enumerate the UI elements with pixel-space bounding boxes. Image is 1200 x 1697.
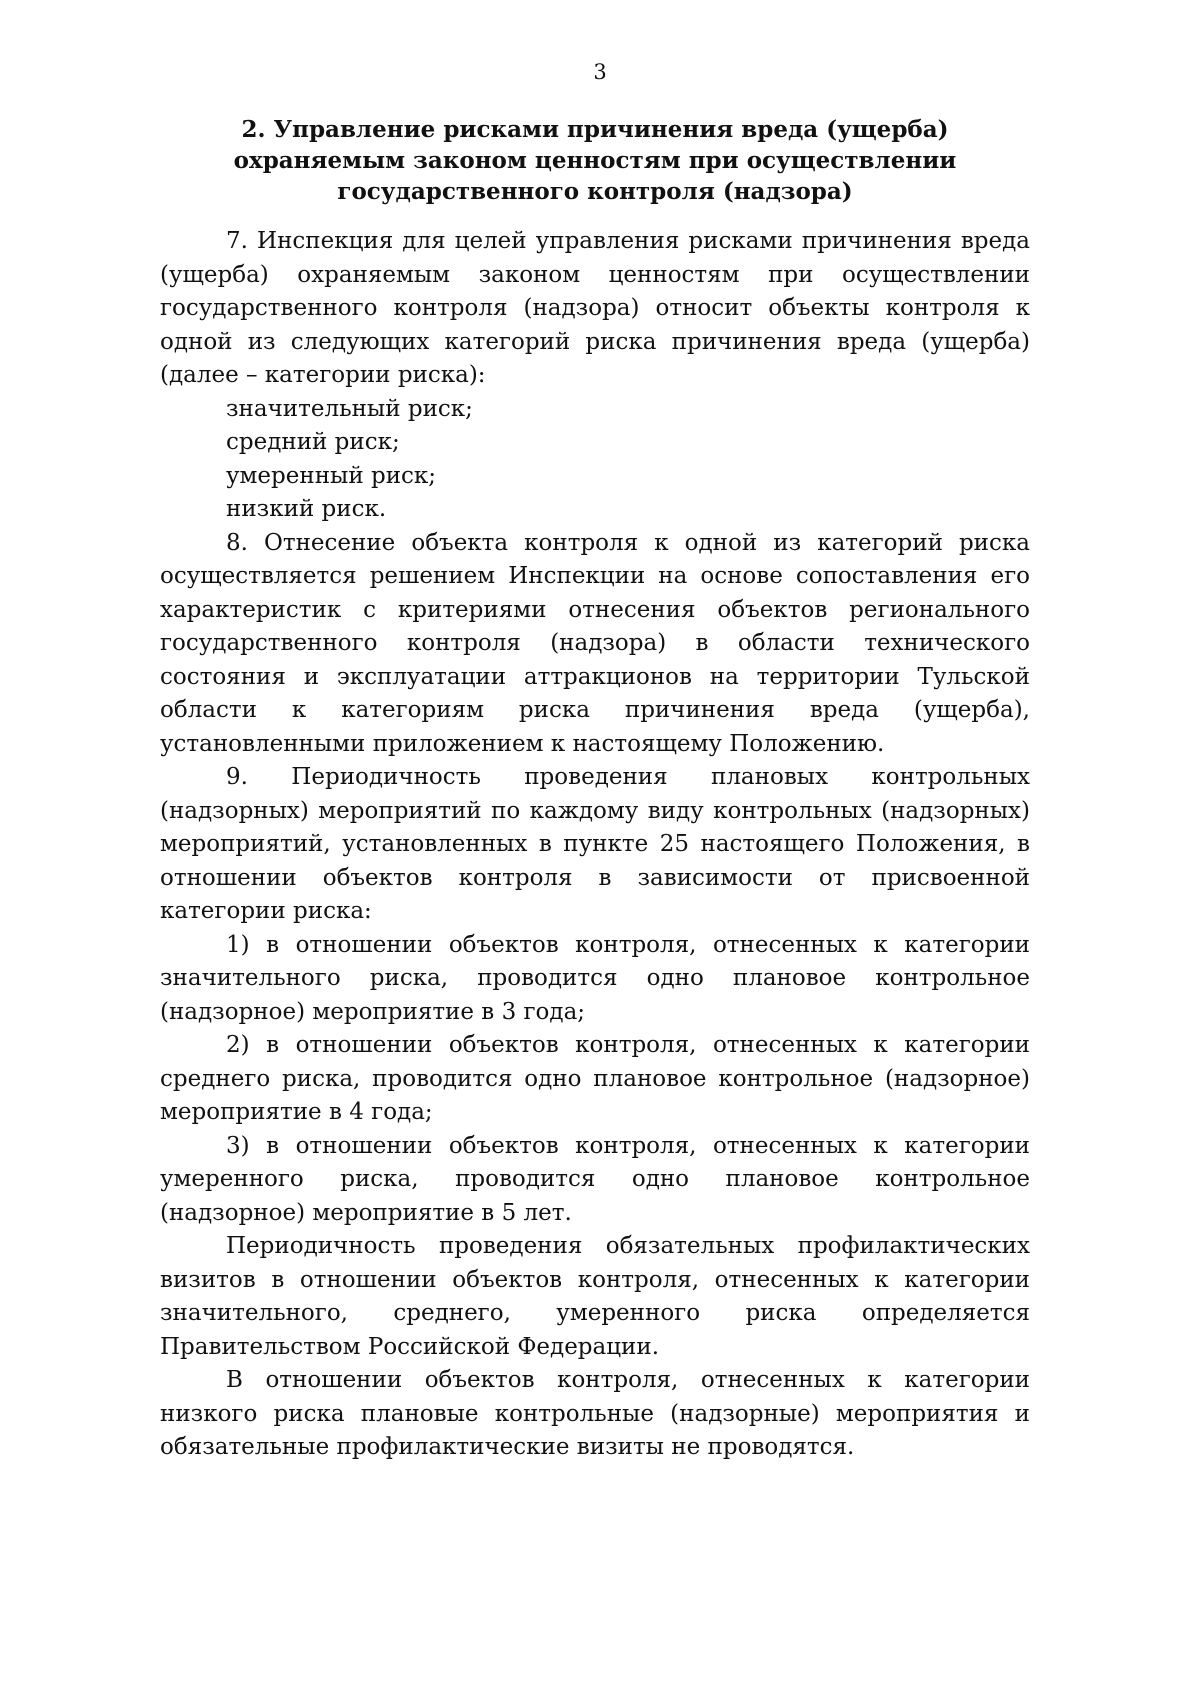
risk-level-item: значительный риск; bbox=[226, 395, 473, 422]
risk-level-item: низкий риск. bbox=[226, 496, 387, 522]
risk-level-item: средний риск; bbox=[226, 429, 400, 455]
paragraph-8: 8. Отнесение объекта контроля к одной из категорий риска осуществляется решением Инспекции на основе сопоставления его характеристик с критериями отнесения объектов регионального государственного контроля (надзора) в области технического состояния и эксплуатации аттракционов на территории Тульской области к категориям риска причинения вреда (ущерба), установленными приложением к настоящему Положению. bbox=[160, 529, 1030, 757]
section-title-line-1: 2. Управление рисками причинения вреда (ущерба) bbox=[241, 116, 949, 143]
risk-level-item: умеренный риск; bbox=[226, 462, 437, 489]
paragraph-visits: Периодичность проведения обязательных профилактических визитов в отношении объектов контроля, отнесенных к категории значительного, среднего, умеренного риска определяется Правительством Российской Федерации. bbox=[160, 1233, 1030, 1360]
paragraph-low-risk: В отношении объектов контроля, отнесенных к категории низкого риска плановые контрольные (надзорные) мероприятия и обязательные профилактические визиты не проводятся. bbox=[160, 1367, 1030, 1460]
document-body bbox=[160, 225, 1030, 1465]
section-title bbox=[160, 114, 1030, 207]
paragraph-9-item-3: 3) в отношении объектов контроля, отнесенных к категории умеренного риска, проводится одно плановое контрольное (надзорное) мероприятие в 5 лет. bbox=[160, 1132, 1030, 1226]
paragraph-9-item-1: 1) в отношении объектов контроля, отнесенных к категории значительного риска, проводится одно плановое контрольное (надзорное) мероприятие в 3 года; bbox=[160, 931, 1030, 1025]
paragraph-9: 9. Периодичность проведения плановых контрольных (надзорных) мероприятий по каждому виду контрольных (надзорных) мероприятий, установленных в пункте 25 настоящего Положения, в отношении объектов контроля в зависимости от присвоенной категории риска: bbox=[160, 764, 1030, 924]
paragraph-7: 7. Инспекция для целей управления рисками причинения вреда (ущерба) охраняемым законом ценностям при осуществлении государственного контроля (надзора) относит объекты контроля к одной из следующих категорий риска причинения вреда (ущерба) (далее – категории риска): bbox=[160, 228, 1030, 388]
section-title-line-2: охраняемым законом ценностям при осуществлении bbox=[233, 147, 957, 174]
paragraph-9-item-2: 2) в отношении объектов контроля, отнесенных к категории среднего риска, проводится одно плановое контрольное (надзорное) мероприятие в 4 года; bbox=[160, 1032, 1030, 1125]
page-number: 3 bbox=[593, 60, 607, 84]
section-title-line-3: государственного контроля (надзора) bbox=[337, 178, 853, 205]
